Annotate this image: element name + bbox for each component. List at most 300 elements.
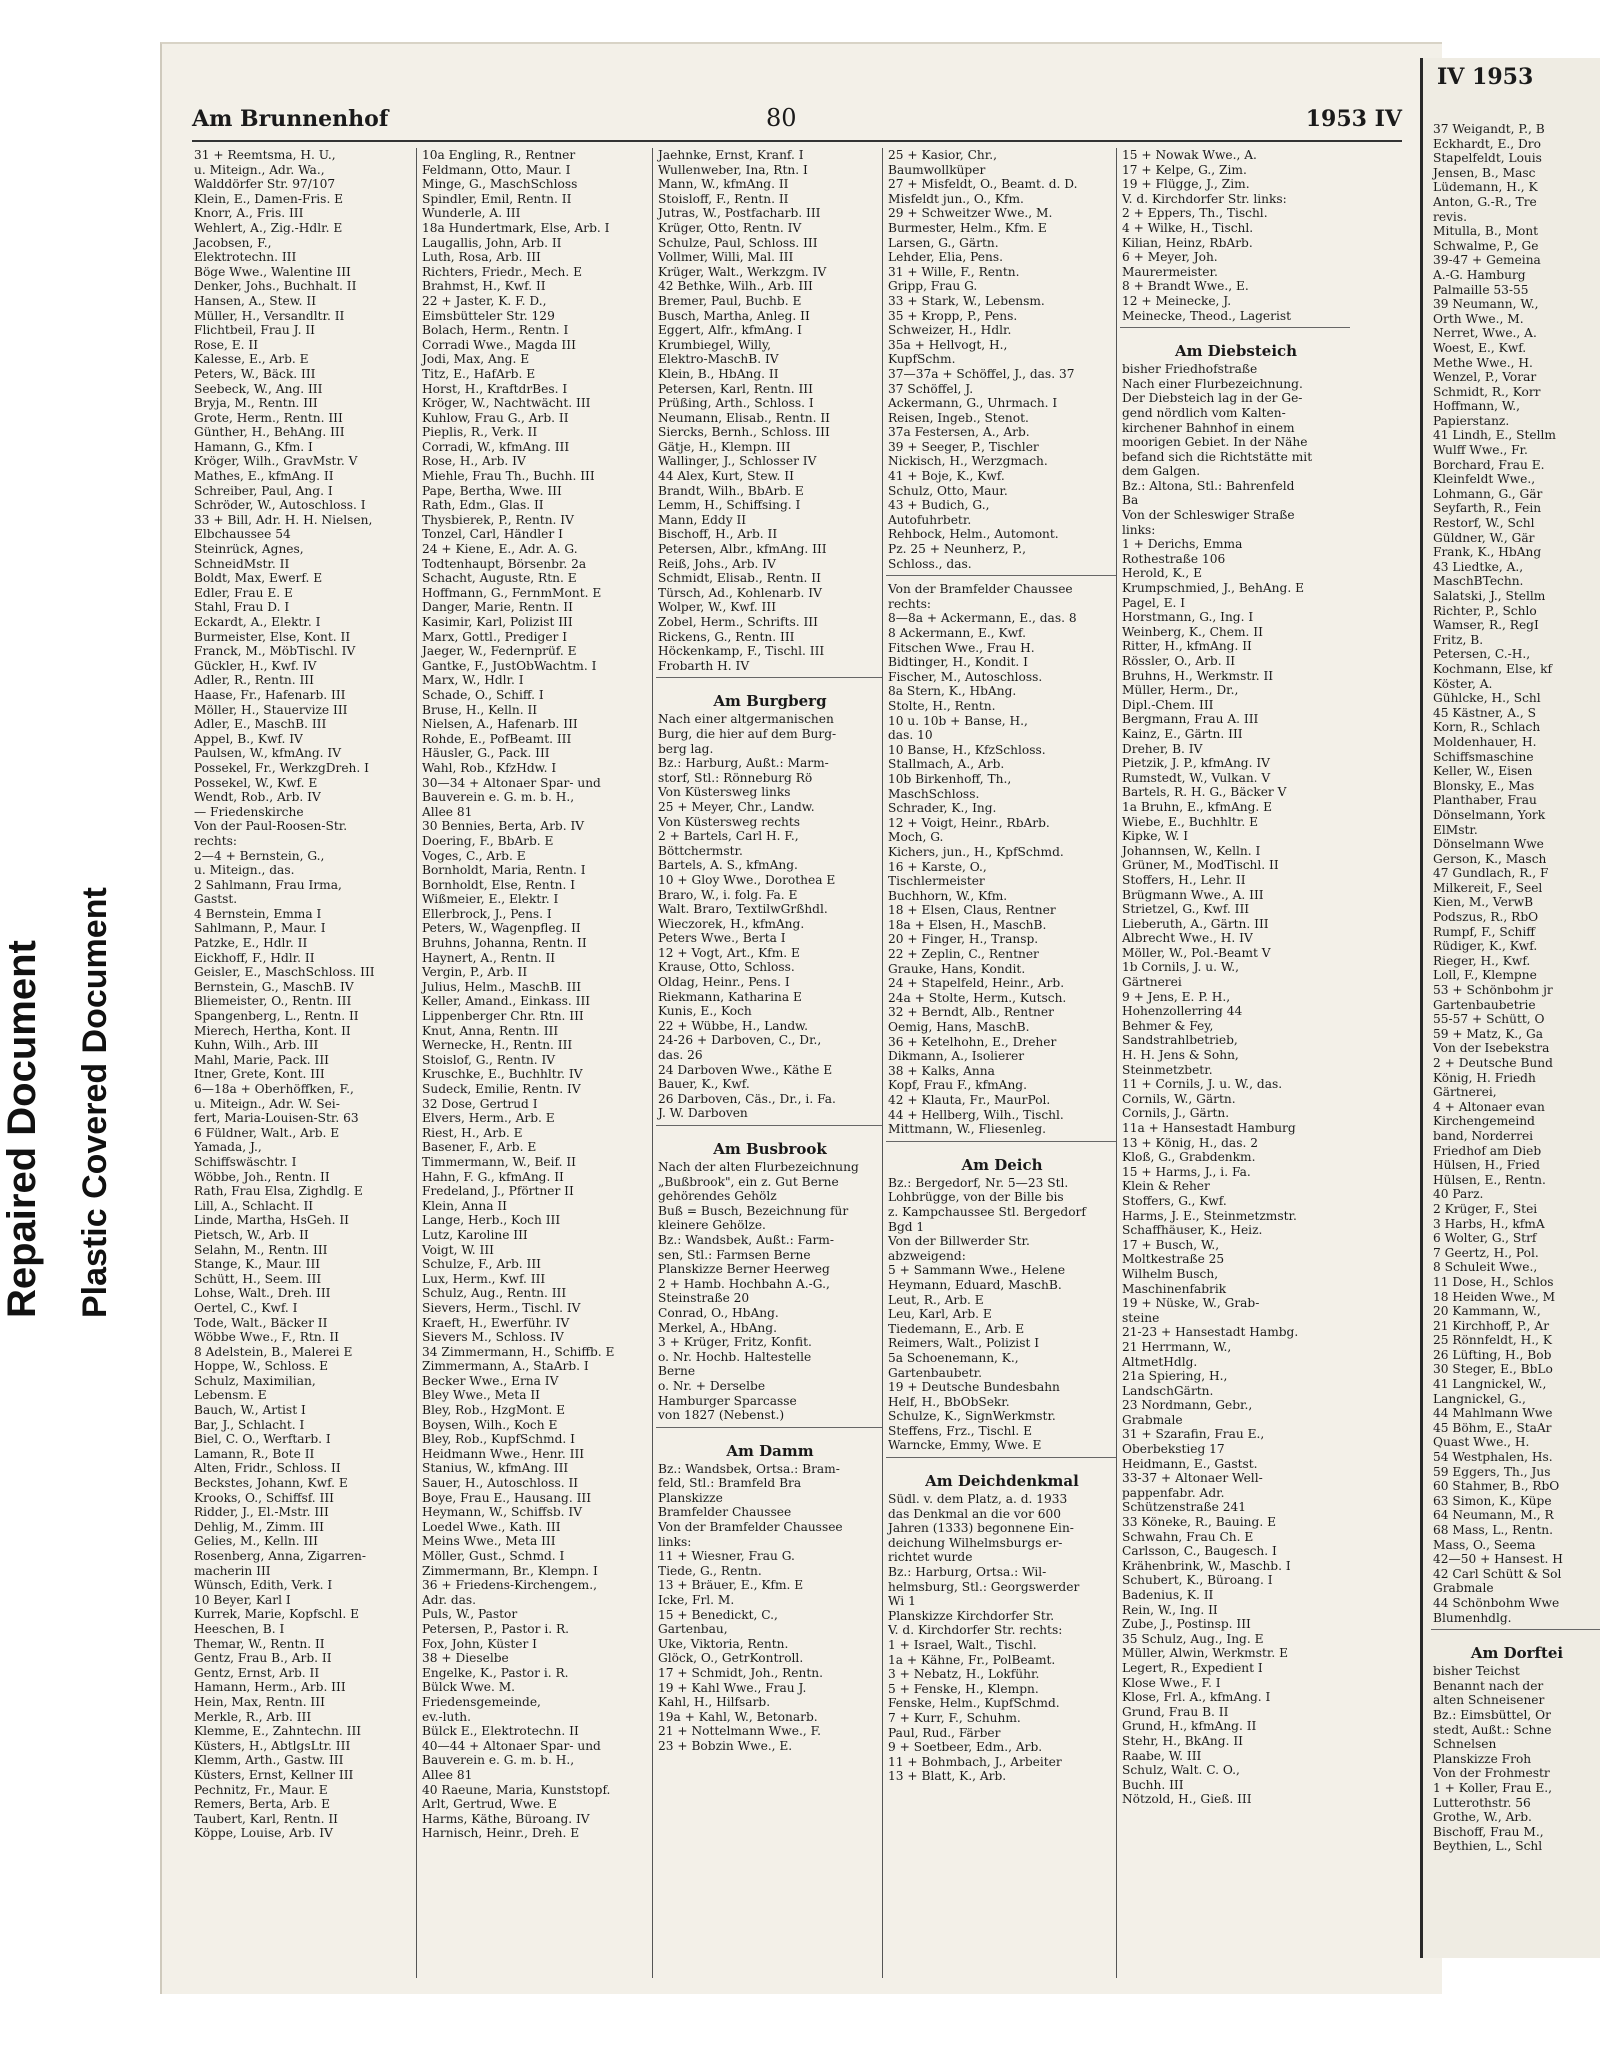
directory-entry-line: 8a Stern, K., HbAng. — [888, 684, 1017, 699]
directory-entry-line: — Friedenskirche — [194, 804, 304, 819]
directory-entry-line: 17 + Kelpe, G., Zim. — [1122, 162, 1247, 177]
directory-entry-line: Bar, J., Schlacht. I — [194, 1417, 305, 1432]
directory-entry-line: Klose Wwe., F. I — [1122, 1675, 1221, 1690]
street-section-heading: Am Burgberg — [713, 692, 827, 711]
directory-entry-line: alten Schneisener — [1433, 1693, 1545, 1708]
directory-entry-line: Schulz, Maximilian, — [194, 1373, 316, 1388]
directory-entry-line: Wamser, R., RegI — [1433, 618, 1539, 633]
directory-entry-line: Riest, H., Arb. E — [422, 1125, 523, 1140]
directory-entry-line: Steffens, Frz., Tischl. E — [888, 1423, 1033, 1438]
directory-entry-line: Bruhns, H., Werkmstr. II — [1122, 668, 1274, 683]
directory-entry-line: Rehbock, Helm., Automont. — [888, 527, 1059, 542]
directory-entry-line: Seebeck, W., Ang. III — [194, 381, 323, 396]
directory-entry-line: Leu, Karl, Arb. E — [888, 1307, 992, 1322]
directory-entry-line: Klein, B., HbAng. II — [658, 366, 779, 381]
directory-entry-line: 27 + Misfeldt, O., Beamt. d. D. — [888, 177, 1078, 192]
directory-entry-line: 31 + Szarafin, Frau E., — [1122, 1427, 1265, 1442]
directory-entry-line: Schaffhäuser, K., Heiz. — [1122, 1223, 1263, 1238]
directory-entry-line: 40 Parz. — [1433, 1187, 1484, 1202]
directory-entry-line: Brandt, Wilh., BbArb. E — [658, 483, 804, 498]
directory-entry-line: Remers, Berta, Arb. E — [194, 1797, 330, 1812]
column-4 — [886, 148, 1117, 1978]
directory-entry-line: Braro, W., i. folg. Fa. E — [658, 887, 798, 902]
directory-entry-line: Ackermann, G., Uhrmach. I — [888, 396, 1058, 411]
directory-entry-line: 18 + Elsen, Claus, Rentner — [888, 903, 1056, 918]
directory-entry-line: Allee 81 — [422, 804, 473, 819]
directory-entry-line: Tode, Walt., Bäcker II — [194, 1315, 328, 1330]
directory-entry-line: Krumbiegel, Willy, — [658, 337, 772, 352]
directory-entry-line: Gärtnerei, — [1433, 1085, 1497, 1100]
directory-entry-line: Wieczorek, H., kfmAng. — [658, 916, 805, 931]
directory-entry-line: Marx, Gottl., Prediger I — [422, 629, 568, 644]
directory-entry-line: Gentz, Frau B., Arb. II — [194, 1651, 332, 1666]
directory-entry-line: Mann, Eddy II — [658, 512, 747, 527]
directory-entry-line: 21a Spiering, H., — [1122, 1369, 1228, 1384]
directory-entry-line: Rössler, O., Arb. II — [1122, 654, 1236, 668]
directory-entry-line: Eggert, Alfr., kfmAng. I — [658, 323, 802, 338]
directory-entry-line: Blumenhdlg. — [1433, 1610, 1512, 1625]
directory-entry-line: Boysen, Wilh., Koch E — [422, 1417, 558, 1432]
directory-entry-line: Gartenbaubetrie — [1433, 997, 1536, 1012]
directory-entry-line: A.-G. Hamburg — [1433, 267, 1526, 282]
directory-entry-line: 25 + Meyer, Chr., Landw. — [658, 799, 815, 814]
directory-entry-line: Berne — [658, 1364, 696, 1379]
directory-entry-line: Grabmale — [1122, 1412, 1183, 1427]
directory-entry-line: Gastst. — [194, 892, 238, 907]
directory-entry-line: Bolach, Herm., Rentn. I — [422, 323, 569, 338]
directory-entry-line: Kleinfeldt Wwe., — [1433, 472, 1536, 487]
directory-entry-line: Schwahn, Frau Ch. E — [1122, 1529, 1254, 1544]
directory-entry-line: Küsters, Ernst, Kellner III — [194, 1767, 354, 1782]
directory-entry-line: Puls, W., Pastor — [422, 1607, 518, 1622]
directory-entry-line: Peters, W., Wagenpfleg. II — [422, 921, 581, 936]
directory-entry-line: 42 Bethke, Wilh., Arb. III — [658, 279, 813, 294]
directory-entry-line: Grabmale — [1433, 1581, 1494, 1596]
directory-entry-line: Bartels, A. S., kfmAng. — [658, 858, 798, 873]
directory-entry-line: Beythien, L., Schl — [1433, 1839, 1543, 1854]
directory-entry-line: Prüßing, Arth., Schloss. I — [658, 396, 814, 411]
directory-entry-line: 68 Mass, L., Rentn. — [1433, 1523, 1553, 1537]
directory-entry-line: Boye, Frau E., Hausang. III — [422, 1490, 592, 1505]
directory-entry-line: 1 + Derichs, Emma — [1122, 537, 1243, 552]
directory-entry-line: Lippenberger Chr. Rtn. III — [422, 1009, 584, 1024]
directory-entry-line: Friedensgemeinde, — [422, 1694, 541, 1709]
directory-entry-line: Klose, Frl. A., kfmAng. I — [1122, 1690, 1271, 1705]
directory-entry-line: 25 + Kasior, Chr., — [888, 148, 997, 162]
directory-entry-line: Schubert, K., Büroang. I — [1122, 1573, 1273, 1588]
directory-entry-line: Appel, B., Kwf. IV — [194, 731, 303, 746]
directory-entry-line: Rickens, G., Rentn. III — [658, 629, 795, 644]
directory-entry-line: Uke, Viktoria, Rentn. — [658, 1636, 789, 1651]
directory-entry-line: Minge, G., MaschSchloss — [422, 177, 578, 192]
directory-entry-line: 36 + Friedens-Kirchengem., — [422, 1578, 597, 1593]
directory-entry-line: Jaehnke, Ernst, Kranf. I — [658, 148, 804, 162]
directory-entry-line: H. H. Jens & Sohn, — [1122, 1048, 1239, 1063]
directory-entry-line: 5 + Sammann Wwe., Helene — [888, 1263, 1066, 1278]
directory-entry-line: Müller, H., Versandltr. II — [194, 308, 345, 323]
directory-entry-line: Jodi, Max, Ang. E — [422, 352, 530, 367]
directory-entry-line: Zobel, Herm., Schrifts. III — [658, 615, 818, 629]
directory-entry-line: 18a Hundertmark, Else, Arb. I — [422, 220, 610, 235]
directory-entry-line: Maschinenfabrik — [1122, 1281, 1227, 1296]
directory-entry-line: Borchard, Frau E. — [1433, 457, 1545, 472]
street-section-heading: Am Dorftei — [1470, 1644, 1564, 1663]
directory-entry-line: Bischoff, Frau M., — [1433, 1824, 1544, 1839]
directory-entry-line: Bz.: Wandsbek, Außt.: Farm- — [658, 1232, 834, 1247]
directory-entry-line: 39-47 + Gemeina — [1433, 253, 1541, 268]
directory-entry-line: feld, Stl.: Bramfeld Bra — [658, 1476, 802, 1491]
street-section-heading: Am Deichdenkmal — [925, 1472, 1079, 1491]
directory-entry-line: bisher Teichst — [1433, 1664, 1520, 1679]
directory-entry-line: 30 Steger, E., BbLo — [1433, 1362, 1553, 1377]
directory-entry-line: Spindler, Emil, Rentn. II — [422, 191, 572, 206]
directory-entry-line: Lemm, H., Schiffsing. I — [658, 498, 801, 513]
directory-entry-line: Kahl, H., Hilfsarb. — [658, 1695, 771, 1710]
directory-entry-line: Hoffmann, W., — [1433, 399, 1521, 414]
directory-entry-line: 5 + Fenske, H., Klempn. — [888, 1681, 1039, 1696]
directory-entry-line: 21-23 + Hansestadt Hambg. — [1122, 1325, 1299, 1340]
directory-entry-line: Bülck Wwe. M. — [422, 1680, 516, 1695]
directory-entry-line: 31 + Reemtsma, H. U., — [194, 148, 336, 162]
directory-entry-line: Mitulla, B., Mont — [1433, 224, 1539, 239]
directory-entry-line: Siercks, Bernh., Schloss. III — [658, 425, 830, 440]
directory-entry-line: 1b Cornils, J. u. W., — [1122, 960, 1239, 975]
directory-entry-line: 5a Schoenemann, K., — [888, 1350, 1019, 1365]
directory-entry-line: Helf, H., BbObSekr. — [888, 1394, 1010, 1409]
directory-entry-line: Elektrotechn. III — [194, 250, 297, 265]
directory-entry-line: Selahn, M., Rentn. III — [194, 1242, 328, 1257]
directory-entry-line: Oldag, Heinr., Pens. I — [658, 975, 790, 990]
directory-entry-line: Der Diebsteich lag in der Ge- — [1122, 391, 1303, 406]
directory-entry-line: 11a + Hansestadt Hamburg — [1122, 1121, 1296, 1135]
directory-entry-line: Baumwollküper — [888, 162, 986, 177]
directory-entry-line: 29 + Schweitzer Wwe., M. — [888, 206, 1053, 221]
directory-entry-line: Küsters, H., AbtlgsLtr. III — [194, 1738, 351, 1753]
directory-entry-line: 32 Dose, Gertrud I — [422, 1096, 538, 1111]
directory-entry-line: Müller, Herm., Dr., — [1122, 683, 1239, 698]
directory-entry-line: Gühlcke, H., Schl — [1433, 691, 1541, 706]
directory-entry-line: Keller, Amand., Einkass. III — [422, 994, 591, 1009]
directory-entry-line: Petersen, P., Pastor i. R. — [422, 1621, 570, 1636]
directory-entry-line: Nickisch, H., Werzgmach. — [888, 454, 1048, 469]
directory-entry-line: Reimers, Walt., Polizist I — [888, 1336, 1040, 1351]
directory-entry-line: 19 + Nüske, W., Grab- — [1122, 1296, 1260, 1311]
directory-entry-line: Seyfarth, R., Fein — [1433, 501, 1542, 516]
directory-entry-line: berg lag. — [658, 741, 714, 756]
directory-entry-line: Lohse, Walt., Dreh. III — [194, 1286, 331, 1301]
directory-entry-line: Salatski, J., Stellm — [1433, 589, 1546, 603]
directory-entry-line: Güldner, W., Gär — [1433, 530, 1535, 545]
directory-entry-line: Müller, Alwin, Werkmstr. E — [1122, 1646, 1288, 1661]
directory-entry-line: Moch, G. — [888, 830, 944, 845]
directory-entry-line: Schulz, Otto, Maur. — [888, 483, 1008, 498]
directory-entry-line: 21 Herrmann, W., — [1122, 1339, 1232, 1354]
directory-entry-line: 33 Köneke, R., Bauing. E — [1122, 1515, 1276, 1530]
directory-entry-line: Von Küstersweg rechts — [658, 814, 801, 829]
directory-entry-line: Rohde, E., PofBeamt. III — [422, 731, 572, 746]
directory-entry-line: Schloss., das. — [888, 556, 972, 571]
directory-entry-line: band, Norderrei — [1433, 1128, 1534, 1143]
directory-entry-line: Rüdiger, K., Kwf. — [1433, 939, 1538, 954]
directory-entry-line: Dönselmann Wwe — [1433, 837, 1544, 852]
directory-entry-line: u. Miteign., Adr. Wa., — [194, 162, 325, 177]
directory-entry-line: Köppe, Louise, Arb. IV — [194, 1826, 333, 1841]
scan-margin — [0, 0, 160, 2072]
directory-entry-line: Türsch, Ad., Kohlenarb. IV — [658, 585, 822, 600]
directory-entry-line: Jaeger, W., Federnprüf. E — [422, 644, 577, 659]
directory-entry-line: gehörendes Gehölz — [658, 1189, 777, 1204]
directory-entry-line: 64 Neumann, M., R — [1433, 1508, 1554, 1523]
directory-entry-line: 22 + Wübbe, H., Landw. — [658, 1018, 809, 1033]
directory-entry-line: Denker, Johs., Buchhalt. II — [194, 279, 357, 294]
directory-entry-line: 6 Füldner, Walt., Arb. E — [194, 1125, 340, 1140]
directory-entry-line: Misfeldt jun., O., Kfm. — [888, 191, 1024, 206]
directory-entry-line: Tiedemann, E., Arb. E — [888, 1321, 1025, 1336]
directory-entry-line: Elvers, Herm., Arb. E — [422, 1111, 555, 1126]
directory-entry-line: 39 + Seeger, P., Tischler — [888, 439, 1039, 454]
directory-entry-line: 4 Bernstein, Emma I — [194, 906, 322, 921]
directory-entry-line: moorigen Gebiet. In der Nähe — [1122, 435, 1308, 450]
directory-entry-line: Fox, John, Küster I — [422, 1636, 537, 1651]
directory-entry-line: 7 Geertz, H., Pol. — [1433, 1245, 1539, 1260]
directory-entry-line: Grund, Frau B. II — [1122, 1704, 1229, 1719]
directory-entry-line: 37 Weigandt, P., B — [1433, 122, 1545, 136]
directory-entry-line: Wehlert, A., Zig.-Hdlr. E — [194, 220, 343, 235]
directory-entry-line: Brahmst, H., Kwf. II — [422, 279, 546, 294]
directory-entry-line: Legert, R., Expedient I — [1122, 1660, 1263, 1675]
directory-entry-line: 13 + Bräuer, E., Kfm. E — [658, 1578, 804, 1593]
directory-entry-line: Peters Wwe., Berta I — [658, 931, 786, 946]
directory-entry-line: Taubert, Karl, Rentn. II — [194, 1811, 338, 1826]
directory-entry-line: Möller, W., Pol.-Beamt V — [1122, 945, 1271, 960]
directory-entry-line: Südl. v. dem Platz, a. d. 1933 — [888, 1492, 1068, 1507]
directory-entry-line: Sievers M., Schloss. IV — [422, 1330, 564, 1345]
directory-entry-line: Benannt nach der — [1433, 1678, 1544, 1693]
directory-entry-line: 37 Schöffel, J. — [888, 381, 974, 396]
directory-entry-line: Busch, Martha, Anleg. II — [658, 308, 810, 323]
directory-entry-line: 12 + Voigt, Heinr., RbArb. — [888, 815, 1050, 830]
directory-entry-line: Franck, M., MöbTischl. IV — [194, 644, 356, 659]
directory-entry-line: bisher Friedhofstraße — [1122, 362, 1258, 377]
directory-entry-line: Krause, Otto, Schloss. — [658, 960, 795, 975]
directory-entry-line: Weinberg, K., Chem. II — [1122, 624, 1263, 639]
directory-entry-line: Dipl.-Chem. III — [1122, 697, 1214, 712]
directory-entry-line: Pz. 25 + Neunherz, P., — [888, 542, 1026, 557]
directory-entry-line: Gentz, Ernst, Arb. II — [194, 1665, 320, 1680]
directory-entry-line: Mass, O., Seema — [1433, 1537, 1536, 1552]
section-divider — [656, 1125, 882, 1132]
year-volume: 1953 IV — [1305, 106, 1402, 132]
directory-entry-line: Bz.: Harburg, Ortsa.: Wil- — [888, 1565, 1047, 1580]
directory-entry-line: Beckstes, Johann, Kwf. E — [194, 1476, 348, 1491]
directory-entry-line: Methe Wwe., H. — [1433, 355, 1533, 370]
directory-entry-line: 33 + Stark, W., Lebensm. — [888, 293, 1045, 308]
directory-entry-line: Itner, Grete, Kont. III — [194, 1067, 325, 1082]
directory-entry-line: Allee 81 — [422, 1767, 473, 1782]
directory-entry-line: 47 Gundlach, R., F — [1433, 866, 1549, 881]
directory-entry-line: Planskizze Froh — [1433, 1751, 1532, 1766]
directory-entry-line: sen, Stl.: Farmsen Berne — [658, 1247, 811, 1262]
directory-entry-line: Bernstein, G., MaschB. IV — [194, 979, 354, 994]
directory-entry-line: Bremer, Paul, Buchb. E — [658, 293, 802, 308]
directory-entry-line: Kraeft, H., Ewerführ. IV — [422, 1315, 570, 1330]
directory-entry-line: Strietzel, G., Kwf. III — [1122, 902, 1250, 917]
directory-entry-line: Stoisloff, F., Rentn. II — [658, 191, 789, 206]
directory-entry-line: Riekmann, Katharina E — [658, 989, 802, 1004]
directory-entry-line: Rose, H., Arb. IV — [422, 454, 526, 469]
directory-entry-line: Rumpf, F., Schiff — [1433, 924, 1535, 939]
directory-entry-line: Jutras, W., Postfacharb. III — [658, 206, 821, 221]
directory-entry-line: 13 + Blatt, K., Arb. — [888, 1769, 1007, 1784]
directory-entry-line: Lebensm. E — [194, 1388, 267, 1403]
directory-entry-line: Gartenbau, — [658, 1622, 728, 1637]
directory-entry-line: Leut, R., Arb. E — [888, 1292, 984, 1307]
directory-entry-line: Bauverein e. G. m. b. H., — [422, 790, 575, 805]
directory-entry-line: Bz.: Altona, Stl.: Bahrenfeld — [1122, 478, 1295, 493]
column-1 — [192, 148, 417, 1978]
directory-entry-line: Raabe, W. III — [1122, 1748, 1202, 1763]
directory-entry-line: Fredeland, J., Pförtner II — [422, 1184, 574, 1199]
directory-entry-line: Moldenhauer, H. — [1433, 734, 1537, 749]
directory-entry-line: 6 + Meyer, Joh. — [1122, 250, 1218, 265]
directory-entry-line: 15 + Benedickt, C., — [658, 1607, 778, 1622]
directory-entry-line: Loedel Wwe., Kath. III — [422, 1519, 561, 1534]
directory-entry-line: Kichers, jun., H., KpfSchmd. — [888, 844, 1064, 859]
directory-entry-line: Planskizze — [658, 1490, 723, 1505]
directory-entry-line: Lutterothstr. 56 — [1433, 1795, 1531, 1810]
directory-entry-line: 10b Birkenhoff, Th., — [888, 771, 1012, 786]
directory-entry-line: Steinstraße 20 — [658, 1291, 750, 1306]
directory-entry-line: 36 + Ketelhohn, E., Dreher — [888, 1034, 1057, 1049]
directory-entry-line: Linde, Martha, HsGeh. II — [194, 1213, 349, 1228]
section-divider — [656, 1427, 882, 1434]
directory-entry-line: 12 + Meinecke, J. — [1122, 293, 1232, 308]
directory-entry-line: 8 Adelstein, B., Malerei E — [194, 1344, 353, 1359]
directory-entry-line: Frank, K., HbAng — [1433, 545, 1542, 560]
directory-entry-line: Mahl, Marie, Pack. III — [194, 1052, 329, 1067]
directory-entry-line: Ridder, J., El.-Mstr. III — [194, 1505, 329, 1520]
directory-entry-line: 24 + Stapelfeld, Heinr., Arb. — [888, 976, 1065, 991]
directory-entry-line: Vollmer, Willi, Mal. III — [658, 250, 794, 265]
directory-entry-line: Neumann, Elisab., Rentn. II — [658, 410, 830, 425]
directory-entry-line: 41 Lindh, E., Stellm — [1433, 428, 1556, 443]
directory-entry-line: Lamann, R., Bote II — [194, 1446, 315, 1461]
directory-entry-line: Timmermann, W., Beif. II — [422, 1154, 576, 1169]
directory-entry-line: Rath, Frau Elsa, Zighdlg. E — [194, 1184, 363, 1199]
directory-entry-line: 59 + Matz, K., Ga — [1433, 1026, 1544, 1041]
directory-entry-line: 44 + Hellberg, Wilh., Tischl. — [888, 1107, 1064, 1122]
directory-entry-line: Planthaber, Frau — [1433, 793, 1537, 808]
directory-entry-line: Zube, J., Postinsp. III — [1122, 1617, 1251, 1632]
directory-entry-line: Burmester, Helm., Kfm. E — [888, 220, 1047, 235]
directory-entry-line: Von der Bramfelder Chaussee — [888, 582, 1073, 597]
directory-entry-line: Gerson, K., Masch — [1433, 851, 1547, 866]
directory-entry-line: revis. — [1433, 209, 1467, 224]
directory-entry-line: Bidtinger, H., Kondit. I — [888, 655, 1028, 670]
directory-entry-line: Ba — [1122, 493, 1139, 508]
directory-entry-line: Lux, Herm., Kwf. III — [422, 1271, 546, 1286]
directory-entry-line: Ellerbrock, J., Pens. I — [422, 906, 552, 921]
directory-entry-line: Kipke, W. I — [1122, 829, 1189, 844]
directory-entry-line: 1 + Koller, Frau E., — [1433, 1780, 1552, 1795]
directory-entry-line: Bruhns, Johanna, Rentn. II — [422, 936, 587, 951]
directory-entry-line: Eckardt, A., Elektr. I — [194, 615, 321, 629]
directory-entry-line: Harms, J. E., Steinmetzmstr. — [1122, 1208, 1297, 1223]
directory-entry-line: 24 Darboven Wwe., Käthe E — [658, 1062, 833, 1077]
directory-entry-line: 9 + Jens, E. P. H., — [1122, 989, 1231, 1004]
directory-entry-line: Zimmermann, Br., Klempn. I — [422, 1563, 598, 1578]
directory-entry-line: 31 + Wille, F., Rentn. — [888, 264, 1020, 279]
directory-entry-line: Corradi, W., kfmAng. III — [422, 439, 570, 454]
directory-entry-line: Petersen, C.-H., — [1433, 647, 1531, 662]
directory-entry-line: 23 Nordmann, Gebr., — [1122, 1398, 1253, 1413]
street-section-heading: Am Damm — [726, 1441, 814, 1460]
repaired-document-label: Repaired Document — [0, 940, 44, 1318]
directory-entry-line: Krüger, Walt., Werkzgm. IV — [658, 264, 827, 279]
directory-entry-line: 1a + Kähne, Fr., PolBeamt. — [888, 1652, 1056, 1667]
directory-entry-line: Boldt, Max, Ewerf. E — [194, 571, 323, 586]
directory-entry-line: 20 + Finger, H., Transp. — [888, 932, 1039, 947]
directory-entry-line: Thysbierek, P., Rentn. IV — [422, 512, 574, 527]
section-divider — [656, 677, 882, 684]
column-3 — [656, 148, 883, 1978]
directory-entry-line: Gelies, M., Kelln. III — [194, 1534, 318, 1549]
adjacent-page — [1420, 58, 1600, 1958]
directory-entry-line: Vergin, P., Arb. II — [422, 965, 528, 980]
directory-entry-line: Wi 1 — [888, 1594, 916, 1609]
directory-entry-line: Kochmann, Else, kf — [1433, 661, 1552, 676]
directory-entry-line: Böttchermstr. — [658, 843, 743, 858]
directory-entry-line: Nerret, Wwe., A. — [1433, 326, 1537, 341]
directory-entry-line: 3 + Krüger, Fritz, Konfit. — [658, 1335, 812, 1350]
directory-entry-line: Schmidt, Elisab., Rentn. II — [658, 571, 821, 586]
directory-entry-line: Rath, Edm., Glas. II — [422, 498, 544, 513]
directory-entry-line: Geisler, E., MaschSchloss. III — [194, 965, 375, 980]
directory-entry-line: Sauer, H., Autoschloss. II — [422, 1476, 579, 1491]
adjacent-page-column — [1431, 122, 1600, 1854]
directory-entry-line: Bruse, H., Kelln. II — [422, 702, 538, 717]
directory-entry-line: o. Nr. Hochb. Haltestelle — [658, 1349, 812, 1364]
directory-entry-line: das. 26 — [658, 1048, 703, 1063]
directory-entry-line: Yamada, J., — [194, 1140, 262, 1155]
directory-entry-line: 2 + Bartels, Carl H. F., — [658, 829, 799, 844]
directory-entry-line: Brügmann Wwe., A. III — [1122, 887, 1264, 902]
directory-entry-line: Schmidt, R., Korr — [1433, 384, 1541, 399]
directory-entry-line: Oertel, C., Kwf. I — [194, 1300, 298, 1315]
directory-entry-line: 11 + Cornils, J. u. W., das. — [1122, 1077, 1283, 1092]
directory-entry-line: Wallinger, J., Schlosser IV — [658, 454, 817, 469]
directory-entry-line: Heymann, Eduard, MaschB. — [888, 1277, 1062, 1292]
directory-entry-line: Petersen, Albr., kfmAng. III — [658, 542, 827, 557]
directory-entry-line: Kloß, G., Grabdenkm. — [1122, 1150, 1256, 1165]
directory-entry-line: Schulze, Paul, Schloss. III — [658, 235, 818, 250]
directory-entry-line: 2—4 + Bernstein, G., — [194, 848, 325, 863]
directory-entry-line: Rieger, H., Kwf. — [1433, 953, 1531, 968]
directory-entry-line: 8 Ackermann, E., Kwf. — [888, 626, 1026, 640]
directory-entry-line: Bley, Rob., HzgMont. E — [422, 1403, 566, 1418]
directory-entry-line: Nach einer Flurbezeichnung. — [1122, 376, 1303, 391]
directory-entry-line: Maurermeister. — [1122, 264, 1218, 279]
directory-entry-line: Buß = Busch, Bezeichnung für — [658, 1203, 849, 1218]
directory-entry-line: 33-37 + Altonaer Well- — [1122, 1471, 1263, 1486]
directory-entry-line: Kasimir, Karl, Polizist III — [422, 615, 573, 629]
directory-entry-line: Badenius, K. II — [1122, 1588, 1214, 1602]
directory-entry-line: Oberbekstieg 17 — [1122, 1442, 1225, 1457]
directory-entry-line: Horstmann, G., Ing. I — [1122, 610, 1254, 625]
directory-entry-line: Dreher, B. IV — [1122, 741, 1203, 756]
directory-entry-line: 42—50 + Hansest. H — [1433, 1552, 1563, 1567]
directory-entry-line: Krooks, O., Schiffsf. III — [194, 1490, 334, 1505]
